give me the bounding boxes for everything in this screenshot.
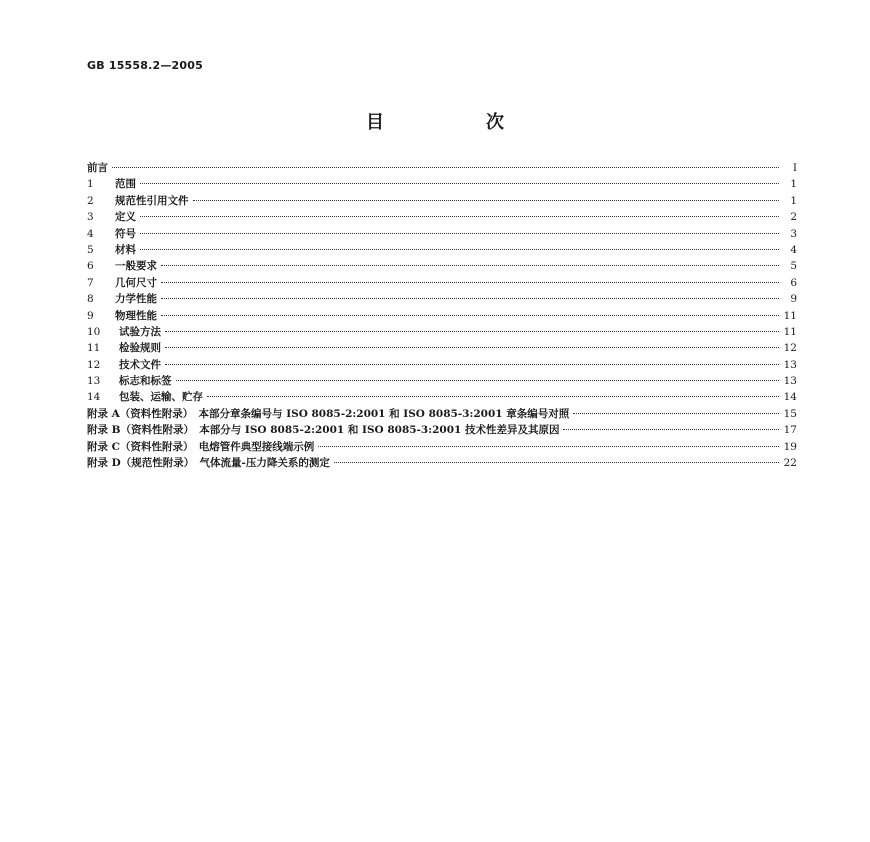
toc-entry-number: 5 (87, 243, 94, 256)
toc-entry-page: 19 (783, 440, 797, 453)
toc-entry-number: 8 (87, 293, 94, 306)
dot-leader (176, 380, 780, 381)
dot-leader (563, 429, 779, 430)
toc-entry-page: 3 (790, 227, 797, 240)
toc-entry-label: 附录 C（资料性附录） 电熔管件典型接线端示例 (87, 440, 315, 453)
toc-entry-number: 14 (87, 391, 101, 404)
toc-entry-label: 技术文件 (119, 358, 161, 371)
dot-leader (161, 282, 779, 283)
toc-entry-label: 前言 (87, 162, 108, 174)
toc-entry-label: 包装、运输、贮存 (119, 391, 203, 404)
dot-leader (334, 462, 779, 463)
table-of-contents (87, 160, 797, 471)
toc-entry-number: 10 (87, 325, 101, 338)
toc-entry-page: 11 (783, 325, 797, 338)
dot-leader (140, 233, 779, 234)
toc-entry-page: 9 (790, 293, 797, 306)
toc-entry-label: 力学性能 (115, 293, 157, 306)
toc-entry-page: 4 (790, 243, 797, 256)
toc-entry-page: 1 (790, 178, 797, 191)
toc-entry-number: 3 (87, 211, 94, 224)
toc-entry-label: 定义 (115, 211, 136, 224)
toc-entry[interactable] (87, 308, 797, 324)
toc-entry[interactable] (87, 422, 797, 438)
dot-leader (140, 183, 779, 184)
toc-entry-page: 2 (790, 211, 797, 224)
toc-entry-number: 9 (87, 309, 94, 322)
toc-entry-label: 材料 (115, 243, 136, 256)
toc-entry-page: 11 (783, 309, 797, 322)
dot-leader (112, 167, 779, 168)
toc-entry-label: 附录 D（规范性附录） 气体流量-压力降关系的测定 (87, 457, 330, 470)
toc-entry[interactable] (87, 226, 797, 242)
toc-entry-number: 11 (87, 342, 101, 355)
toc-entry[interactable] (87, 209, 797, 225)
dot-leader (161, 265, 779, 266)
dot-leader (165, 331, 779, 332)
toc-entry[interactable] (87, 193, 797, 209)
toc-entry-label: 范围 (115, 178, 136, 191)
dot-leader (318, 446, 779, 447)
toc-entry[interactable] (87, 176, 797, 192)
dot-leader (140, 216, 779, 217)
toc-entry[interactable] (87, 275, 797, 291)
toc-entry[interactable] (87, 324, 797, 340)
toc-entry-page: 22 (783, 457, 797, 470)
toc-entry[interactable] (87, 242, 797, 258)
dot-leader (161, 298, 779, 299)
toc-entry-label: 试验方法 (119, 325, 161, 338)
toc-entry-page: 12 (783, 342, 797, 355)
toc-entry[interactable] (87, 455, 797, 471)
toc-entry-number: 12 (87, 358, 101, 371)
toc-entry-label: 几何尺寸 (115, 276, 157, 289)
dot-leader (140, 249, 779, 250)
toc-entry[interactable] (87, 160, 797, 176)
toc-entry-label: 附录 A（资料性附录） 本部分章条编号与 ISO 8085-2:2001 和 ISO 8085-3:2001 章条编号对照 (87, 407, 570, 420)
toc-entry-page: 17 (783, 424, 797, 437)
toc-entry-label: 物理性能 (115, 309, 157, 322)
toc-entry-label: 一般要求 (115, 260, 157, 273)
toc-entry-page: Ⅰ (792, 162, 797, 174)
toc-entry-label: 规范性引用文件 (115, 194, 189, 207)
toc-entry-label: 检验规则 (119, 342, 161, 355)
toc-entry[interactable] (87, 340, 797, 356)
toc-entry-number: 6 (87, 260, 94, 273)
toc-entry[interactable] (87, 258, 797, 274)
toc-entry-page: 6 (790, 276, 797, 289)
page-title: 目 次 (366, 112, 546, 133)
toc-entry-number: 13 (87, 375, 101, 388)
dot-leader (573, 413, 779, 414)
toc-entry[interactable] (87, 439, 797, 455)
toc-entry-label: 附录 B（资料性附录） 本部分与 ISO 8085-2:2001 和 ISO 8085-3:2001 技术性差异及其原因 (87, 424, 560, 437)
toc-entry-number: 2 (87, 194, 94, 207)
toc-entry-page: 1 (790, 194, 797, 207)
toc-entry-label: 符号 (115, 227, 136, 240)
toc-entry-label: 标志和标签 (119, 375, 172, 388)
dot-leader (165, 364, 779, 365)
toc-entry[interactable] (87, 291, 797, 307)
dot-leader (207, 396, 779, 397)
toc-entry-page: 14 (783, 391, 797, 404)
toc-entry[interactable] (87, 406, 797, 422)
toc-entry[interactable] (87, 389, 797, 405)
toc-entry-page: 13 (783, 358, 797, 371)
toc-entry[interactable] (87, 357, 797, 373)
dot-leader (165, 347, 779, 348)
toc-entry-page: 15 (783, 407, 797, 420)
toc-entry-number: 7 (87, 276, 94, 289)
dot-leader (161, 315, 779, 316)
toc-entry-number: 1 (87, 178, 94, 191)
toc-entry[interactable] (87, 373, 797, 389)
standard-number: GB 15558.2—2005 (87, 59, 203, 72)
toc-entry-page: 13 (783, 375, 797, 388)
toc-entry-number: 4 (87, 227, 94, 240)
dot-leader (193, 200, 780, 201)
toc-entry-page: 5 (790, 260, 797, 273)
